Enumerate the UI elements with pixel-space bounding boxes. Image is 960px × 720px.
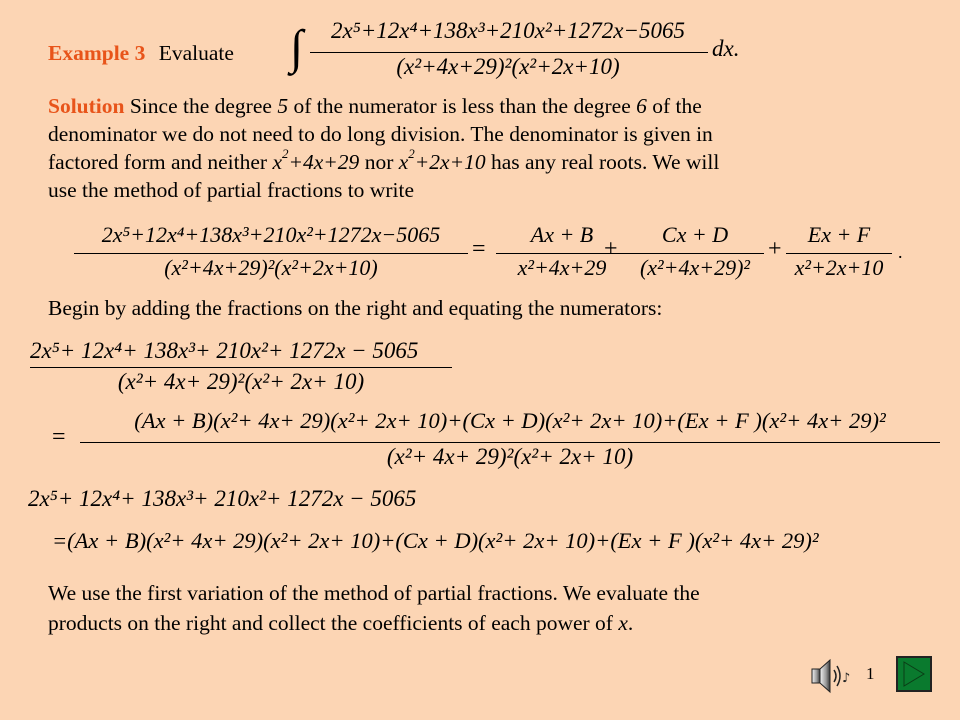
solution-label: Solution <box>48 94 125 118</box>
pf-t3-denominator: x²+2x+10 <box>794 255 884 280</box>
pf-plus-1: + <box>604 236 618 262</box>
factor-2-rest: +2x+10 <box>414 150 486 174</box>
pf-period: . <box>898 242 903 262</box>
eq2-rhs-numerator: (Ax + B)(x²+ 4x+ 29)(x²+ 2x+ 10)+(Cx + D)(x²+ 2x+ 10)+(Ex + F )(x²+ 4x+ 29)² <box>134 408 886 433</box>
next-slide-icon <box>898 658 930 690</box>
closing-paragraph <box>48 578 918 638</box>
eq2-lhs-bar <box>30 367 452 368</box>
pf-t3-bar <box>786 253 892 254</box>
begin-text: Begin by adding the fractions on the right and equating the numerators: <box>48 296 663 320</box>
integrand-denominator: (x²+4x+29)²(x²+2x+10) <box>396 54 620 79</box>
pf-t2-denominator: (x²+4x+29)² <box>639 255 751 280</box>
closing-line-2 <box>48 608 918 638</box>
eq2-den-wrap <box>30 369 452 395</box>
eq3-lhs: 2x⁵+ 12x⁴+ 138x³+ 210x²+ 1272x − 5065 <box>28 486 417 511</box>
eq2-rhs-bar <box>80 442 940 443</box>
integrand-den-wrap <box>308 54 708 80</box>
pf-t2-num-wrap <box>622 222 768 248</box>
pf-t2-bar <box>626 253 764 254</box>
integrand-numerator: 2x⁵+12x⁴+138x³+210x²+1272x−5065 <box>331 18 685 43</box>
solution-paragraph <box>48 92 918 204</box>
solution-line-2: denominator we do not need to do long division. The denominator is given in <box>48 122 713 146</box>
solution-text-3: of the <box>652 94 702 118</box>
pf-lhs-den-wrap <box>72 255 470 281</box>
closing-line-1: We use the first variation of the method of partial fractions. We evaluate the <box>48 581 700 605</box>
factor-1-rest: +4x+29 <box>288 150 360 174</box>
evaluate-text: Evaluate <box>158 41 234 65</box>
eq2-denominator: (x²+ 4x+ 29)²(x²+ 2x+ 10) <box>117 369 365 394</box>
factor-2-exp: 2 <box>408 146 415 161</box>
integrand <box>308 18 708 44</box>
dx-text: dx. <box>712 36 740 61</box>
eq3-rhs: =(Ax + B)(x²+ 4x+ 29)(x²+ 2x+ 10)+(Cx + D)(x²+ 2x+ 10)+(Ex + F )(x²+ 4x+ 29)² <box>52 528 819 553</box>
eq2-rhs-den-wrap <box>80 444 940 470</box>
closing-period: . <box>627 611 634 635</box>
eq2-rhs-denominator: (x²+ 4x+ 29)²(x²+ 2x+ 10) <box>386 444 634 469</box>
closing-x: x <box>618 611 628 635</box>
solution-line-1 <box>48 92 918 120</box>
integral-sign-icon: ∫ <box>290 21 304 74</box>
factor-2 <box>398 146 486 174</box>
degree-6: 6 <box>636 94 647 118</box>
solution-line-3 <box>48 148 918 176</box>
factor-1 <box>272 146 360 174</box>
pf-equals: = <box>472 236 486 262</box>
solution-text-2: of the numerator is less than the degree <box>293 94 631 118</box>
pf-plus-2: + <box>768 236 782 262</box>
pf-lhs-numerator: 2x⁵+12x⁴+138x³+210x²+1272x−5065 <box>101 222 441 247</box>
integrand-fraction-bar <box>310 52 708 53</box>
solution-line-4: use the method of partial fractions to write <box>48 178 414 202</box>
pf-t1-denominator: x²+4x+29 <box>517 255 607 280</box>
degree-5: 5 <box>277 94 289 118</box>
svg-text:♪: ♪ <box>842 671 851 686</box>
pf-lhs-denominator: (x²+4x+29)²(x²+2x+10) <box>164 255 378 280</box>
pf-lhs-num-wrap <box>72 222 470 248</box>
speaker-icon[interactable] <box>808 656 852 696</box>
factor-1-exp: 2 <box>282 146 289 161</box>
factor-1-x: x <box>272 150 282 174</box>
page-number: 1 <box>866 664 875 683</box>
pf-t3-num-wrap <box>784 222 894 248</box>
pf-t3-numerator: Ex + F <box>807 222 871 247</box>
pf-t2-numerator: Cx + D <box>661 222 729 247</box>
closing-text: products on the right and collect the coefficients of each power of <box>48 611 613 635</box>
eq2-rhs-num-wrap <box>80 408 940 434</box>
speaker-icon-graphic <box>808 656 852 696</box>
next-slide-button[interactable] <box>896 656 932 692</box>
pf-t1-numerator: Ax + B <box>530 222 594 247</box>
eq2-equals: = <box>52 424 66 450</box>
pf-t2-den-wrap <box>622 255 768 281</box>
pf-lhs-bar <box>74 253 468 254</box>
solution-text-5: has any real roots. We will <box>490 150 720 174</box>
solution-nor: nor <box>364 150 394 174</box>
factor-2-x: x <box>398 150 409 174</box>
example-heading <box>48 38 234 68</box>
solution-text-1: Since the degree <box>129 94 272 118</box>
example-label: Example 3 <box>48 41 146 65</box>
eq2-numerator: 2x⁵+ 12x⁴+ 138x³+ 210x²+ 1272x − 5065 <box>30 338 419 363</box>
pf-t3-den-wrap <box>784 255 894 281</box>
solution-text-4: factored form and neither <box>48 150 268 174</box>
